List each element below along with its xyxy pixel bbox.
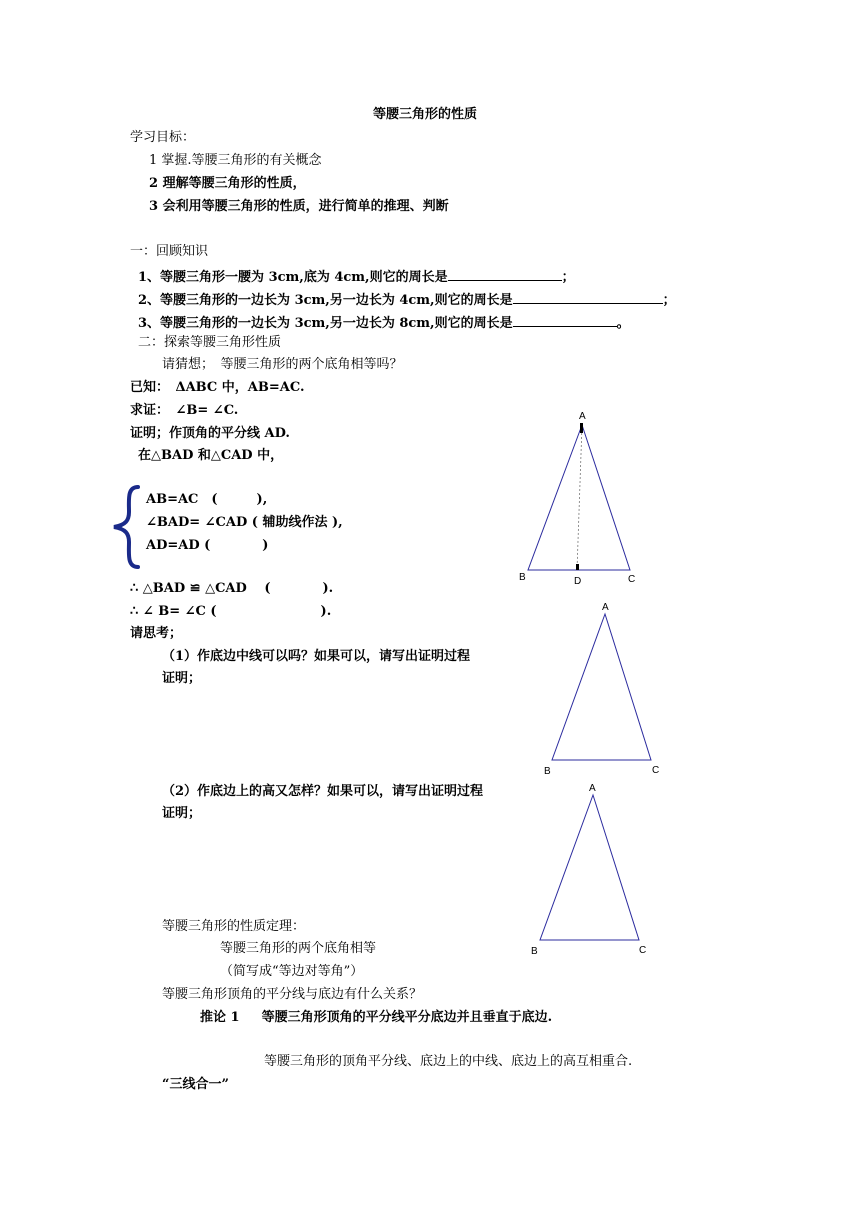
review-question-3 bbox=[138, 312, 630, 333]
triangle-figure-1 bbox=[510, 405, 650, 590]
review-question-2 bbox=[138, 289, 676, 310]
proof-label: 证明； bbox=[162, 806, 202, 821]
explore-heading: 二：探索等腰三角形性质 bbox=[138, 335, 282, 350]
triangle-abc bbox=[528, 425, 630, 570]
proof-label: 证明； bbox=[162, 671, 202, 686]
page-title: 等腰三角形的性质 bbox=[373, 107, 478, 122]
theorem-question: 等腰三角形顶角的平分线与底边有什么关系？ bbox=[162, 987, 423, 1002]
coincide-text: 等腰三角形的顶角平分线、底边上的中线、底边上的高互相重合. bbox=[264, 1054, 633, 1069]
condition-3: AD=AD ( ) bbox=[146, 538, 269, 553]
theorem-heading: 等腰三角形的性质定理： bbox=[162, 919, 306, 934]
bisector-ad bbox=[577, 425, 582, 570]
triangle-figure-3 bbox=[522, 779, 657, 959]
triangle-abc bbox=[540, 795, 639, 940]
curly-brace bbox=[110, 484, 142, 570]
label-d: D bbox=[574, 576, 582, 587]
think-heading: 请思考； bbox=[130, 626, 183, 641]
label-b: B bbox=[531, 946, 538, 957]
think-question-1: （1）作底边中线可以吗？如果可以，请写出证明过程 bbox=[162, 649, 471, 664]
think-question-2: （2）作底边上的高又怎样？如果可以，请写出证明过程 bbox=[162, 784, 484, 799]
theorem-statement: 等腰三角形的两个底角相等 bbox=[220, 941, 377, 956]
condition-1: AB=AC ( ), bbox=[146, 492, 268, 507]
answer-blank[interactable] bbox=[513, 312, 617, 327]
corollary-text: 等腰三角形顶角的平分线平分底边并且垂直于底边. bbox=[261, 1010, 553, 1025]
three-in-one: “三线合一” bbox=[162, 1077, 229, 1092]
triangle-figure-2 bbox=[535, 598, 670, 778]
question-end: 。 bbox=[616, 316, 630, 331]
condition-2: ∠BAD= ∠CAD ( 辅助线作法 ), bbox=[146, 515, 343, 530]
given-text: 已知： ΔABC 中，AB=AC. bbox=[130, 380, 305, 395]
in-triangles-text: 在△BAD 和△CAD 中， bbox=[138, 448, 284, 463]
label-a: A bbox=[589, 783, 596, 794]
question-end: ； bbox=[561, 270, 575, 285]
objectives-heading: 学习目标： bbox=[130, 130, 196, 145]
prove-text: 求证： ∠B= ∠C. bbox=[130, 403, 239, 418]
label-c: C bbox=[652, 765, 660, 776]
answer-blank[interactable] bbox=[513, 289, 663, 304]
review-question-1 bbox=[138, 266, 575, 287]
question-end: ； bbox=[662, 293, 676, 308]
question-text: 2、等腰三角形的一边长为 3cm,另一边长为 4cm,则它的周长是 bbox=[138, 293, 513, 308]
answer-blank[interactable] bbox=[448, 266, 562, 281]
corollary-label: 推论 1 bbox=[200, 1010, 240, 1025]
guess-text: 请猜想； 等腰三角形的两个底角相等吗？ bbox=[162, 357, 403, 372]
objective-item: 1 掌握.等腰三角形的有关概念 bbox=[149, 153, 322, 168]
label-c: C bbox=[639, 945, 647, 956]
label-a: A bbox=[602, 602, 609, 613]
triangle-abc bbox=[552, 614, 651, 760]
theorem-short: （简写成“等边对等角”） bbox=[220, 964, 364, 979]
label-a: A bbox=[579, 411, 586, 422]
conclusion-angles: ∴ ∠ B= ∠C ( ). bbox=[130, 604, 332, 619]
objective-item: 2 理解等腰三角形的性质， bbox=[149, 176, 306, 191]
objective-item: 3 会利用等腰三角形的性质，进行简单的推理、判断 bbox=[149, 199, 449, 214]
conclusion-congruent: ∴ △BAD ≌ △CAD ( ). bbox=[130, 581, 334, 596]
vertex-mark-d bbox=[576, 564, 579, 570]
corollary bbox=[200, 1009, 552, 1027]
label-b: B bbox=[519, 572, 526, 583]
label-c: C bbox=[628, 574, 636, 585]
vertex-mark-a bbox=[580, 423, 583, 433]
proof-start: 证明；作顶角的平分线 AD. bbox=[130, 426, 290, 441]
label-b: B bbox=[544, 766, 551, 777]
review-heading: 一：回顾知识 bbox=[130, 244, 209, 259]
question-text: 1、等腰三角形一腰为 3cm,底为 4cm,则它的周长是 bbox=[138, 270, 448, 285]
question-text: 3、等腰三角形的一边长为 3cm,另一边长为 8cm,则它的周长是 bbox=[138, 316, 513, 331]
